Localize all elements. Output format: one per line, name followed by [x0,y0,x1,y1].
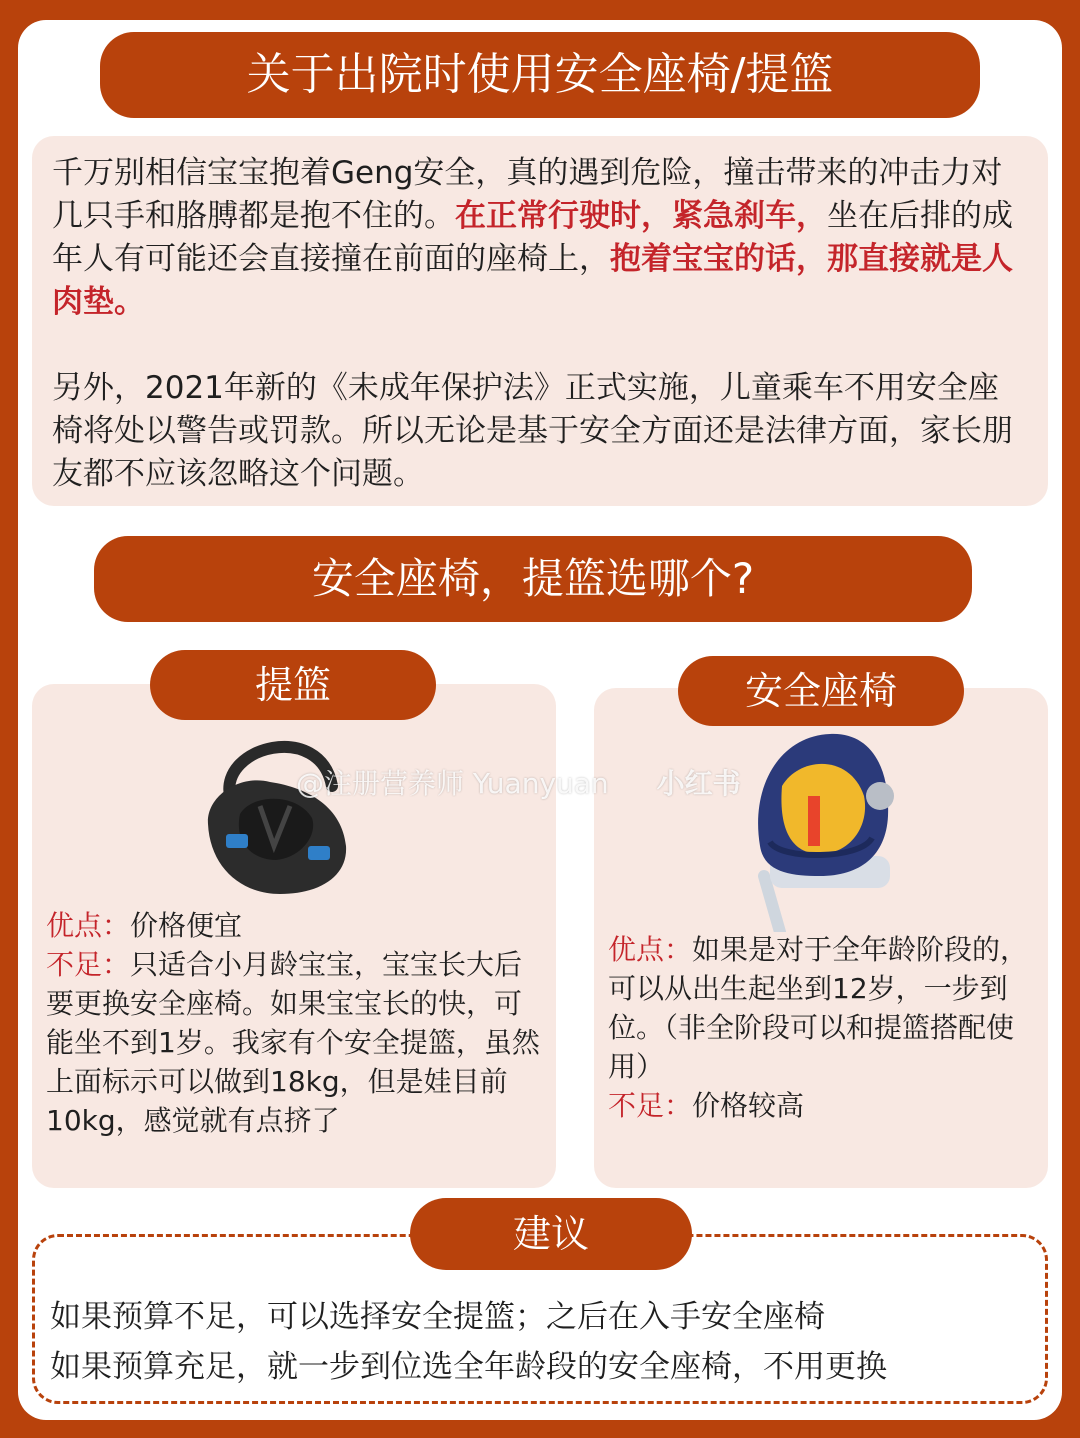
cons-label: 不足： [608,1089,693,1122]
pros-text: 如果是对于全年龄阶段的，可以从出生起坐到12岁，一步到位。（非全阶段可以和提篮搭配使用） [608,933,1029,1083]
watermark-handle: @注册营养师 Yuanyuan [296,767,609,800]
cons-text: 价格较高 [692,1089,805,1122]
infant-carrier-image [200,726,350,898]
pros-text: 价格便宜 [130,909,243,942]
basket-pros [46,906,546,945]
watermark [296,762,741,802]
car-seat-pros [608,930,1036,1086]
advice-title: 建议 [410,1198,692,1270]
highlight-text: 在正常行驶时，紧急刹车， [455,198,827,234]
advice-line-1: 如果预算不足，可以选择安全提篮；之后在入手安全座椅 [50,1299,825,1335]
car-seat-cons [608,1086,1036,1125]
car-seat-description [608,930,1036,1125]
pros-label: 优点： [46,909,131,942]
intro-text: 坐在后排的成年人有可能还会直接撞在前面的座椅上， [52,198,1013,277]
highlight-text: 抱着宝宝的话，那直接就是人肉垫。 [52,241,1013,320]
intro-text: 千万别相信宝宝抱着Geng安全，真的遇到危险，撞击带来的冲击力对几只手和胳膊都是抱不住的。 [52,155,1003,234]
advice-line-2: 如果预算充足，就一步到位选全年龄段的安全座椅，不用更换 [50,1349,887,1385]
car-seat-label: 安全座椅 [678,656,964,726]
basket-description [46,906,546,1140]
intro-paragraph-2: 另外，2021年新的《未成年保护法》正式实施，儿童乘车不用安全座椅将处以警告或罚款。所以无论是基于安全方面还是法律方面，家长朋友都不应该忽略这个问题。 [52,370,1013,492]
pros-label: 优点： [608,933,693,966]
basket-label: 提篮 [150,650,436,720]
cons-text: 只适合小月龄宝宝，宝宝长大后要更换安全座椅。如果宝宝长的快，可能坐不到1岁。我家有个安全提篮，虽然上面标示可以做到18kg，但是娃目前10kg，感觉就有点挤了 [46,948,540,1137]
basket-cons [46,945,546,1140]
car-seat-image [740,726,900,932]
section-title-discharge: 关于出院时使用安全座椅/提篮 [100,32,980,118]
advice-text [50,1292,1040,1392]
watermark-logo: 小红书 [656,767,741,800]
intro-panel [32,136,1048,506]
section-title-choice: 安全座椅，提篮选哪个? [94,536,972,622]
intro-paragraph-1 [52,152,1028,324]
cons-label: 不足： [46,948,131,981]
